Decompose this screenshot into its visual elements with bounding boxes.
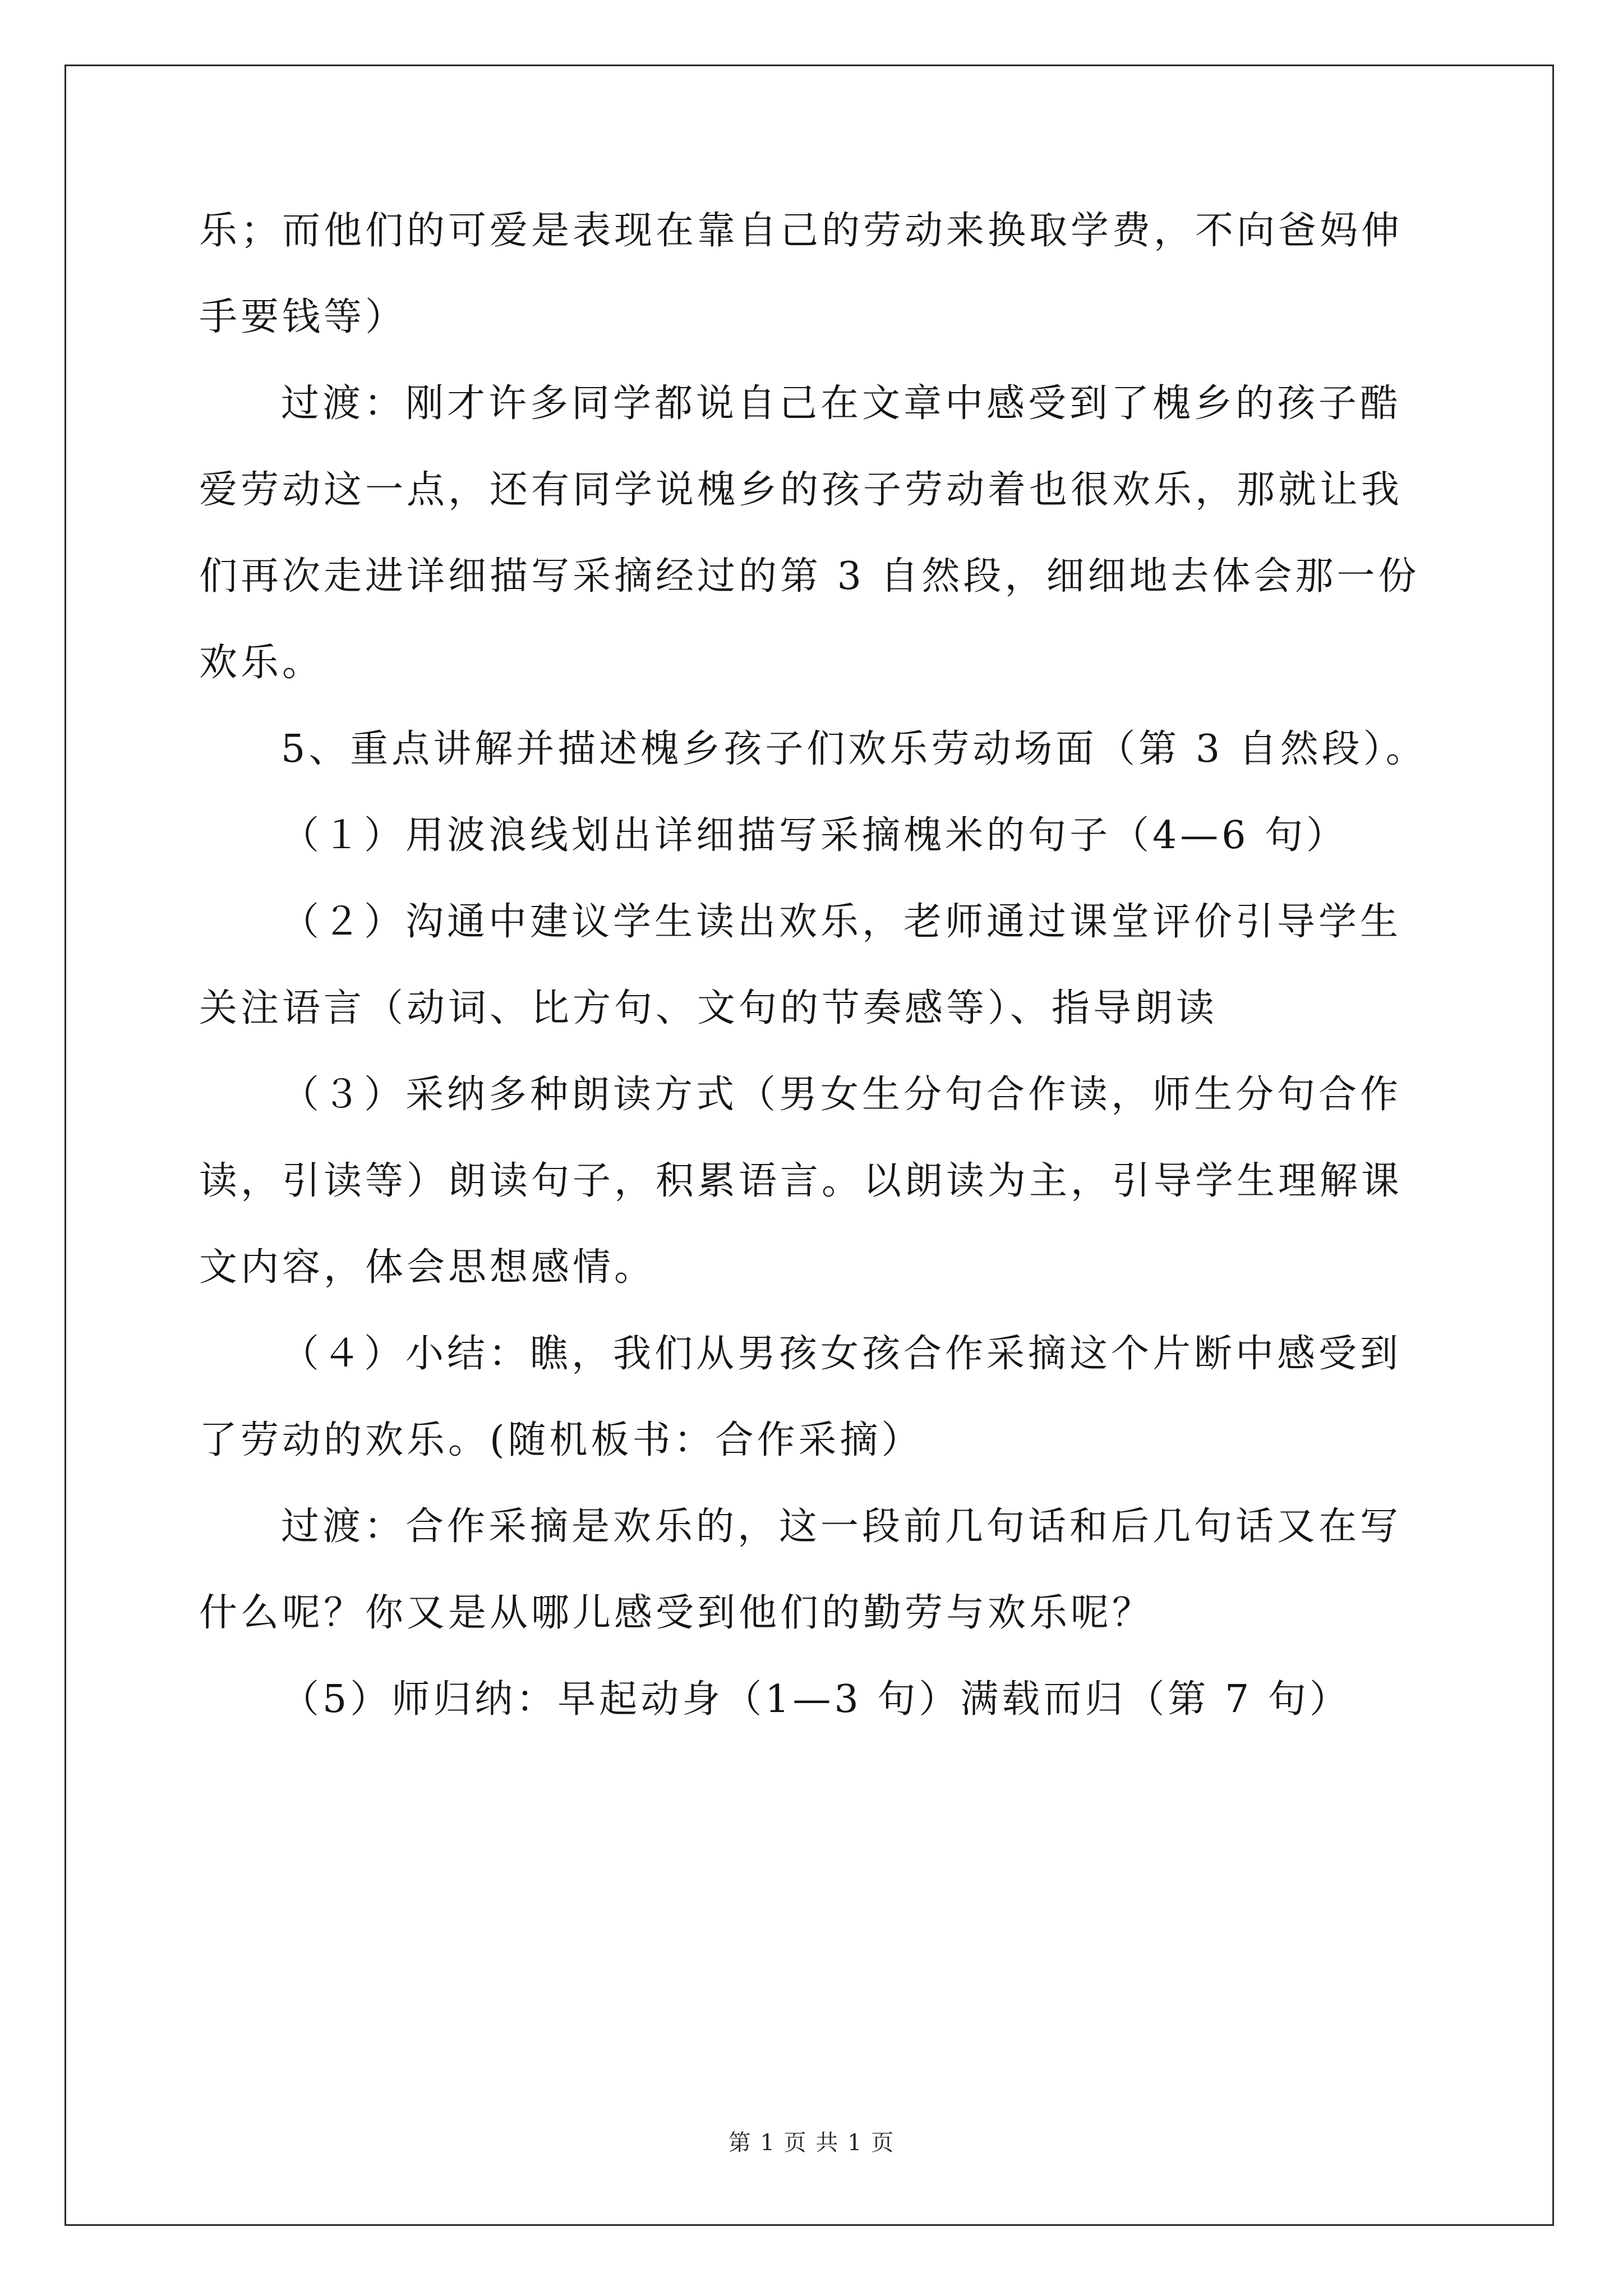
paragraph-9: （5）师归纳：早起动身（1—3 句）满载而归（第 7 句） [281, 1677, 1351, 1722]
paragraph-3: 5、重点讲解并描述槐乡孩子们欢乐劳动场面（第 3 自然段）。 [281, 727, 1427, 771]
page-footer: 第 1 页 共 1 页 [728, 2130, 895, 2156]
document-body [199, 188, 1433, 1743]
paragraph-5: （２）沟通中建议学生读出欢乐，老师通过课堂评价引导学生关注语言（动词、比方句、文句的节奏感等）、指导朗读 [199, 900, 1402, 1030]
paragraph-7: （４）小结：瞧，我们从男孩女孩合作采摘这个片断中感受到了劳动的欢乐。(随机板书：合作采摘） [199, 1332, 1402, 1462]
paragraph-2: 过渡：刚才许多同学都说自己在文章中感受到了槐乡的孩子酷爱劳动这一点，还有同学说槐乡的孩子劳动着也很欢乐，那就让我们再次走进详细描写采摘经过的第 3 自然段，细细地去体会那一份欢乐。 [199, 381, 1420, 685]
paragraph-1: 乐；而他们的可爱是表现在靠自己的劳动来换取学费，不向爸妈伸手要钱等） [199, 209, 1403, 339]
paragraph-4: （１）用波浪线划出详细描写采摘槐米的句子（4—6 句） [281, 813, 1348, 858]
paragraph-6: （３）采纳多种朗读方式（男女生分句合作读，师生分句合作读，引读等）朗读句子，积累语言。以朗读为主，引导学生理解课文内容，体会思想感情。 [199, 1073, 1403, 1290]
paragraph-8: 过渡：合作采摘是欢乐的，这一段前几句话和后几句话又在写什么呢？你又是从哪儿感受到他们的勤劳与欢乐呢？ [199, 1504, 1402, 1635]
